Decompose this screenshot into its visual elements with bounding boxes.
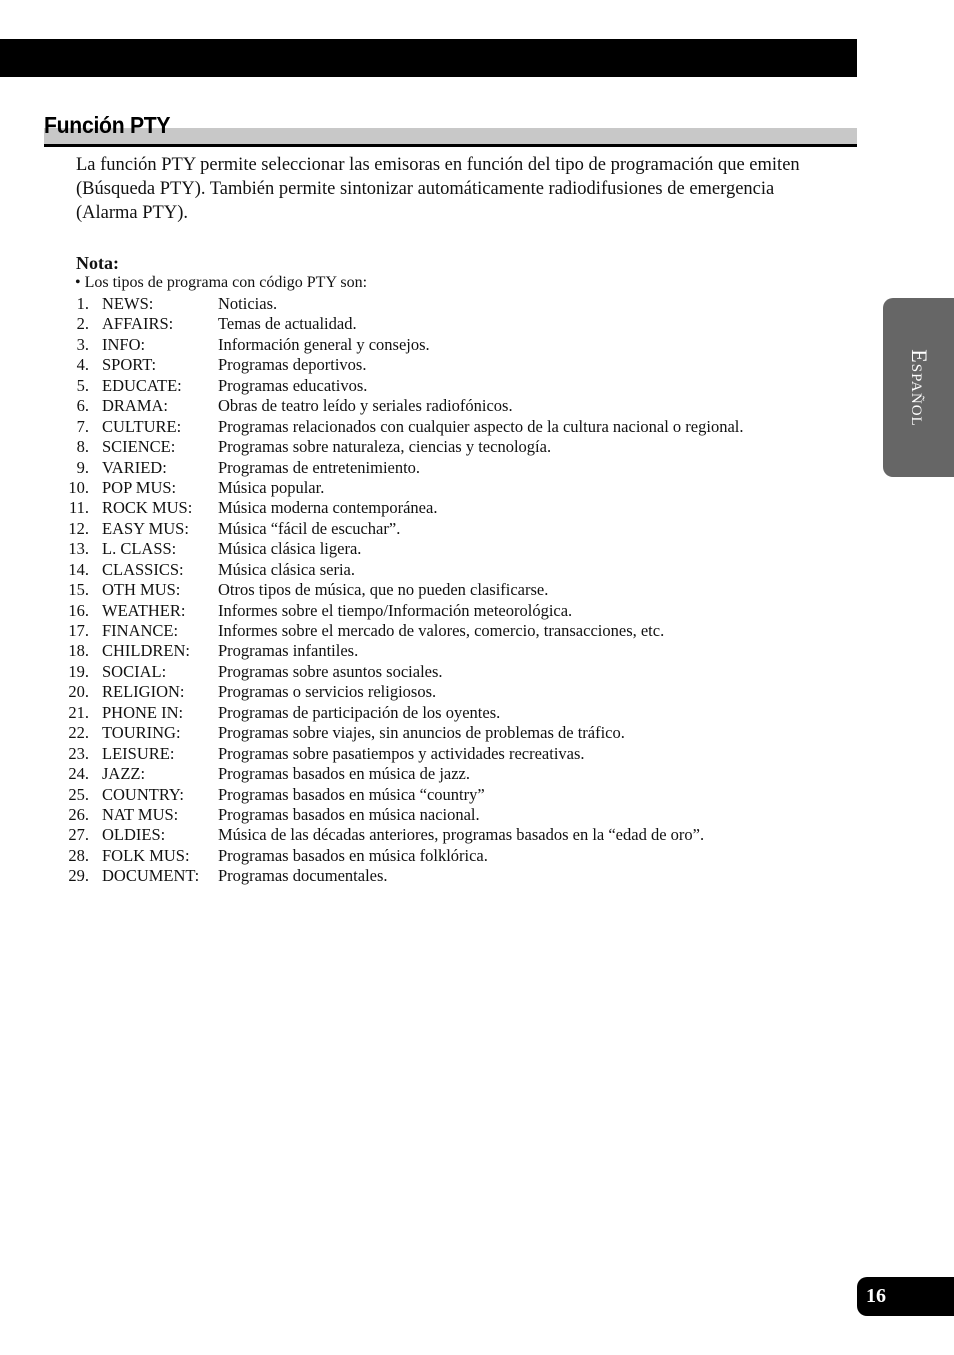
pty-description: Música clásica seria. [218, 559, 355, 579]
pty-number: 12. [68, 518, 89, 538]
pty-code: CHILDREN: [102, 641, 190, 661]
pty-number: 8. [76, 437, 89, 457]
pty-description: Programas de participación de los oyentes. [218, 702, 501, 722]
pty-code: SCIENCE: [102, 437, 176, 457]
pty-description: Programas basados en música nacional. [218, 804, 480, 824]
pty-code: L. CLASS: [102, 539, 177, 559]
pty-number: 21. [68, 702, 89, 722]
pty-number: 10. [68, 477, 89, 497]
pty-description: Música clásica ligera. [218, 539, 362, 559]
pty-number: 3. [76, 334, 89, 354]
pty-number: 17. [68, 621, 89, 640]
pty-description: Programas sobre viajes, sin anuncios de problemas de tráfico. [218, 723, 625, 743]
pty-number: 5. [76, 375, 89, 395]
heading-rule [44, 144, 857, 147]
intro-paragraph: La función PTY permite seleccionar las emisoras en función del tipo de programación que emiten (Búsqueda PTY). También permite sintonizar automáticamente radiodifusiones de emergencia (Alarma PTY). [76, 155, 800, 223]
pty-number: 14. [68, 559, 89, 579]
pty-description: Programas basados en música “country” [218, 784, 485, 804]
pty-code: EDUCATE: [102, 375, 182, 395]
pty-description: Informes sobre el tiempo/Información meteorológica. [218, 600, 573, 620]
pty-description: Programas relacionados con cualquier aspecto de la cultura nacional o regional. [218, 416, 744, 436]
pty-description: Temas de actualidad. [218, 314, 357, 334]
pty-description: Otros tipos de música, que no pueden clasificarse. [218, 580, 549, 600]
pty-code: SPORT: [102, 355, 157, 375]
pty-number: 27. [68, 825, 89, 845]
pty-code: NAT MUS: [102, 804, 179, 824]
pty-code: INFO: [102, 334, 146, 354]
pty-description: Música popular. [218, 477, 325, 497]
pty-description: Programas sobre asuntos sociales. [218, 661, 443, 681]
pty-description: Programas de entretenimiento. [218, 457, 421, 477]
pty-code: DRAMA: [102, 396, 169, 416]
top-header-bar [0, 39, 857, 77]
pty-number: 9. [76, 457, 89, 477]
pty-number: 13. [68, 539, 89, 559]
pty-description: Programas documentales. [218, 866, 388, 886]
pty-number: 15. [68, 580, 89, 600]
pty-code: ROCK MUS: [102, 498, 193, 518]
pty-code: COUNTRY: [102, 784, 184, 804]
pty-number: 20. [68, 682, 89, 702]
pty-number: 24. [68, 764, 89, 784]
pty-number: 29. [68, 866, 89, 886]
pty-number: 26. [68, 804, 89, 824]
pty-code: POP MUS: [102, 477, 177, 497]
pty-code: LEISURE: [102, 743, 175, 763]
note-bullet: • Los tipos de programa con código PTY son: [75, 274, 368, 291]
pty-description: Programas sobre pasatiempos y actividades recreativas. [218, 743, 585, 763]
pty-description: Programas basados en música de jazz. [218, 764, 470, 784]
pty-code: WEATHER: [102, 600, 186, 620]
pty-number: 16. [68, 600, 89, 620]
pty-number: 19. [68, 661, 89, 681]
pty-description: Programas educativos. [218, 375, 368, 395]
pty-code: FINANCE: [102, 621, 179, 640]
pty-code: SOCIAL: [102, 661, 167, 681]
pty-number: 1. [76, 294, 89, 313]
pty-code: PHONE IN: [102, 702, 184, 722]
pty-code: OLDIES: [102, 825, 166, 845]
pty-number: 11. [68, 498, 89, 518]
pty-number: 28. [68, 845, 89, 865]
pty-number: 6. [76, 396, 89, 416]
pty-number: 22. [68, 723, 89, 743]
pty-code: NEWS: [102, 294, 154, 313]
pty-number: 2. [76, 314, 89, 334]
page-number: 16 [866, 1285, 886, 1307]
pty-number: 25. [68, 784, 89, 804]
language-tab [883, 298, 954, 477]
pty-code: CULTURE: [102, 416, 182, 436]
pty-description: Música moderna contemporánea. [218, 498, 438, 518]
pty-code: DOCUMENT: [102, 866, 200, 886]
pty-number: 7. [76, 416, 89, 436]
pty-code: OTH MUS: [102, 580, 181, 600]
pty-code: CLASSICS: [102, 559, 184, 579]
note-label: Nota: [76, 253, 119, 273]
pty-description: Obras de teatro leído y seriales radiofónicos. [218, 396, 513, 416]
section-title: Función PTY [44, 112, 171, 138]
pty-number: 4. [76, 355, 89, 375]
pty-description: Programas infantiles. [218, 641, 359, 661]
pty-number: 23. [68, 743, 89, 763]
pty-description: Música “fácil de escuchar”. [218, 518, 401, 538]
pty-code: FOLK MUS: [102, 845, 190, 865]
pty-code: AFFAIRS: [102, 314, 174, 334]
pty-description: Programas basados en música folklórica. [218, 845, 488, 865]
pty-description: Programas deportivos. [218, 355, 367, 375]
pty-code: VARIED: [102, 457, 167, 477]
pty-description: Noticias. [218, 294, 278, 313]
pty-description: Información general y consejos. [218, 334, 430, 354]
pty-code: EASY MUS: [102, 518, 189, 538]
pty-code: JAZZ: [102, 764, 146, 784]
pty-description: Programas o servicios religiosos. [218, 682, 437, 702]
pty-description: Programas sobre naturaleza, ciencias y tecnología. [218, 437, 552, 457]
pty-description: Informes sobre el mercado de valores, comercio, transacciones, etc. [218, 621, 665, 640]
pty-description: Música de las décadas anteriores, programas basados en la “edad de oro”. [218, 825, 705, 845]
pty-code: RELIGION: [102, 682, 185, 702]
language-tab-label: Español [906, 348, 932, 427]
pty-code: TOURING: [102, 723, 181, 743]
pty-number: 18. [68, 641, 89, 661]
